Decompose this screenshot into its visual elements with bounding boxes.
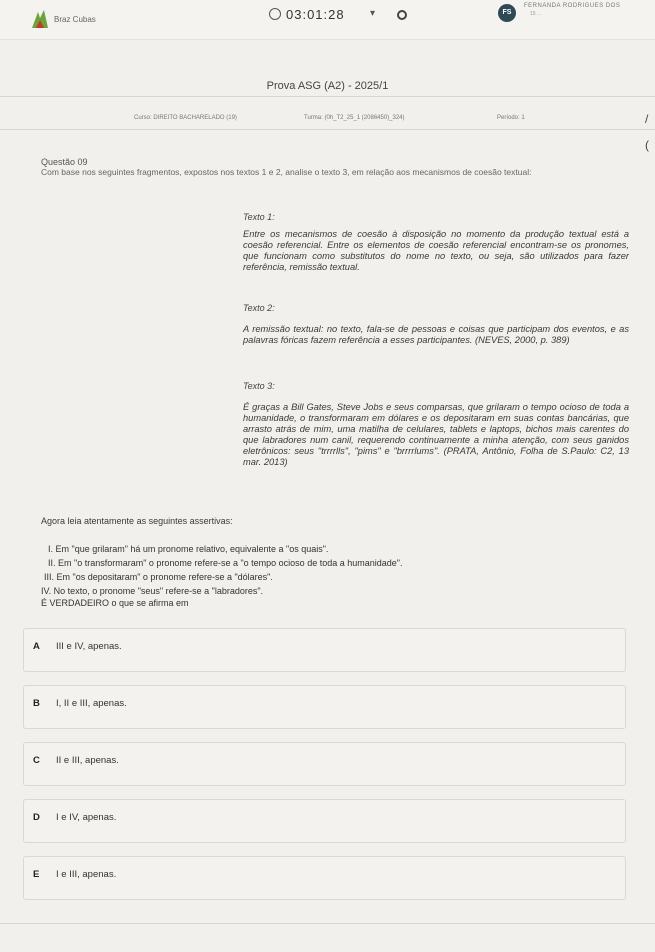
option-d[interactable] [23, 799, 626, 843]
top-bar [0, 0, 655, 40]
exam-course: Curso: DIREITO BACHARELADO (19) [134, 115, 237, 121]
text-1-body: Entre os mecanismos de coesão à disposição no momento da produção textual está a coesão referencial. Entre os elementos de coesão referencial encontram-se os pronomes, que funcionam como substitutos do nome no texto, ou seja, são utilizados para fazer referência, remissão textual. [243, 229, 629, 272]
assertions-prompt: Agora leia atentamente as seguintes assertivas: [41, 516, 233, 526]
question-intro: Com base nos seguintes fragmentos, expostos nos textos 1 e 2, analise o texto 3, em relação aos mecanismos de coesão textual: [41, 167, 532, 177]
option-c[interactable] [23, 742, 626, 786]
exam-timer: 03:01:28 [286, 7, 345, 22]
eye-icon[interactable] [397, 10, 407, 20]
divider [0, 129, 655, 130]
option-b[interactable] [23, 685, 626, 729]
assertion-question: É VERDADEIRO o que se afirma em [41, 598, 189, 608]
question-number: Questão 09 [41, 157, 88, 167]
exam-period: Período: 1 [497, 115, 525, 121]
text-1-label: Texto 1: [243, 212, 275, 222]
user-subtitle: 15 ... [530, 11, 542, 17]
option-letter: A [33, 641, 40, 652]
exam-class: Turma: (0h_T2_25_1 (2086450)_324) [304, 115, 405, 121]
text-2-body: A remissão textual: no texto, fala-se de pessoas e coisas que participam dos eventos, e as palavras fóricas fazem referência a esses participantes. (NEVES, 2000, p. 389) [243, 324, 629, 345]
option-letter: E [33, 869, 40, 880]
option-letter: C [33, 755, 40, 766]
option-text: I e III, apenas. [56, 869, 117, 880]
text-3-body: É graças a Bill Gates, Steve Jobs e seus comparsas, que grilaram o tempo ocioso de toda a humanidade, o transformaram em dólares e os depositaram em suas contas bancárias, que arrasto atrás de mim, uma matilha de celulares, tablets e laptops, bichos mais carentes do que labradores num canil, requerendo continuamente a minha atenção, com seus ganidos eletrônicos: seus "trrrrlls", "pims" e "brrrrlums". (PRATA, Antônio, Folha de S.Paulo: C2, 13 mar. 2013) [243, 402, 629, 467]
assertion-3: III. Em "os depositaram" o pronome refere-se a "dólares". [44, 572, 273, 582]
divider [0, 923, 655, 924]
brand-name: Braz Cubas [54, 15, 96, 24]
option-text: I e IV, apenas. [56, 812, 117, 823]
exam-title: Prova ASG (A2) - 2025/1 [266, 80, 389, 92]
user-name: FERNANDA RODRIGUES DOS [524, 3, 621, 9]
assertion-1: I. Em "que grilaram" há um pronome relativo, equivalente a "os quais". [48, 544, 329, 554]
timer-chevron-down-icon[interactable]: ▾ [370, 8, 376, 19]
edge-caret-icon: / [645, 112, 649, 126]
assertion-2: II. Em "o transformaram" o pronome refere-se a "o tempo ocioso de toda a humanidade". [48, 558, 403, 568]
option-a[interactable] [23, 628, 626, 672]
text-2-label: Texto 2: [243, 303, 275, 313]
option-letter: B [33, 698, 40, 709]
edge-paren-icon: ( [645, 138, 649, 152]
option-text: III e IV, apenas. [56, 641, 122, 652]
user-avatar[interactable]: FS [498, 4, 516, 22]
option-text: II e III, apenas. [56, 755, 119, 766]
divider [0, 96, 655, 97]
option-letter: D [33, 812, 40, 823]
assertion-4: IV. No texto, o pronome "seus" refere-se a "labradores". [41, 586, 264, 596]
braz-cubas-logo-icon [30, 8, 50, 30]
timer-icon [269, 8, 281, 20]
text-3-label: Texto 3: [243, 381, 275, 391]
option-e[interactable] [23, 856, 626, 900]
option-text: I, II e III, apenas. [56, 698, 127, 709]
